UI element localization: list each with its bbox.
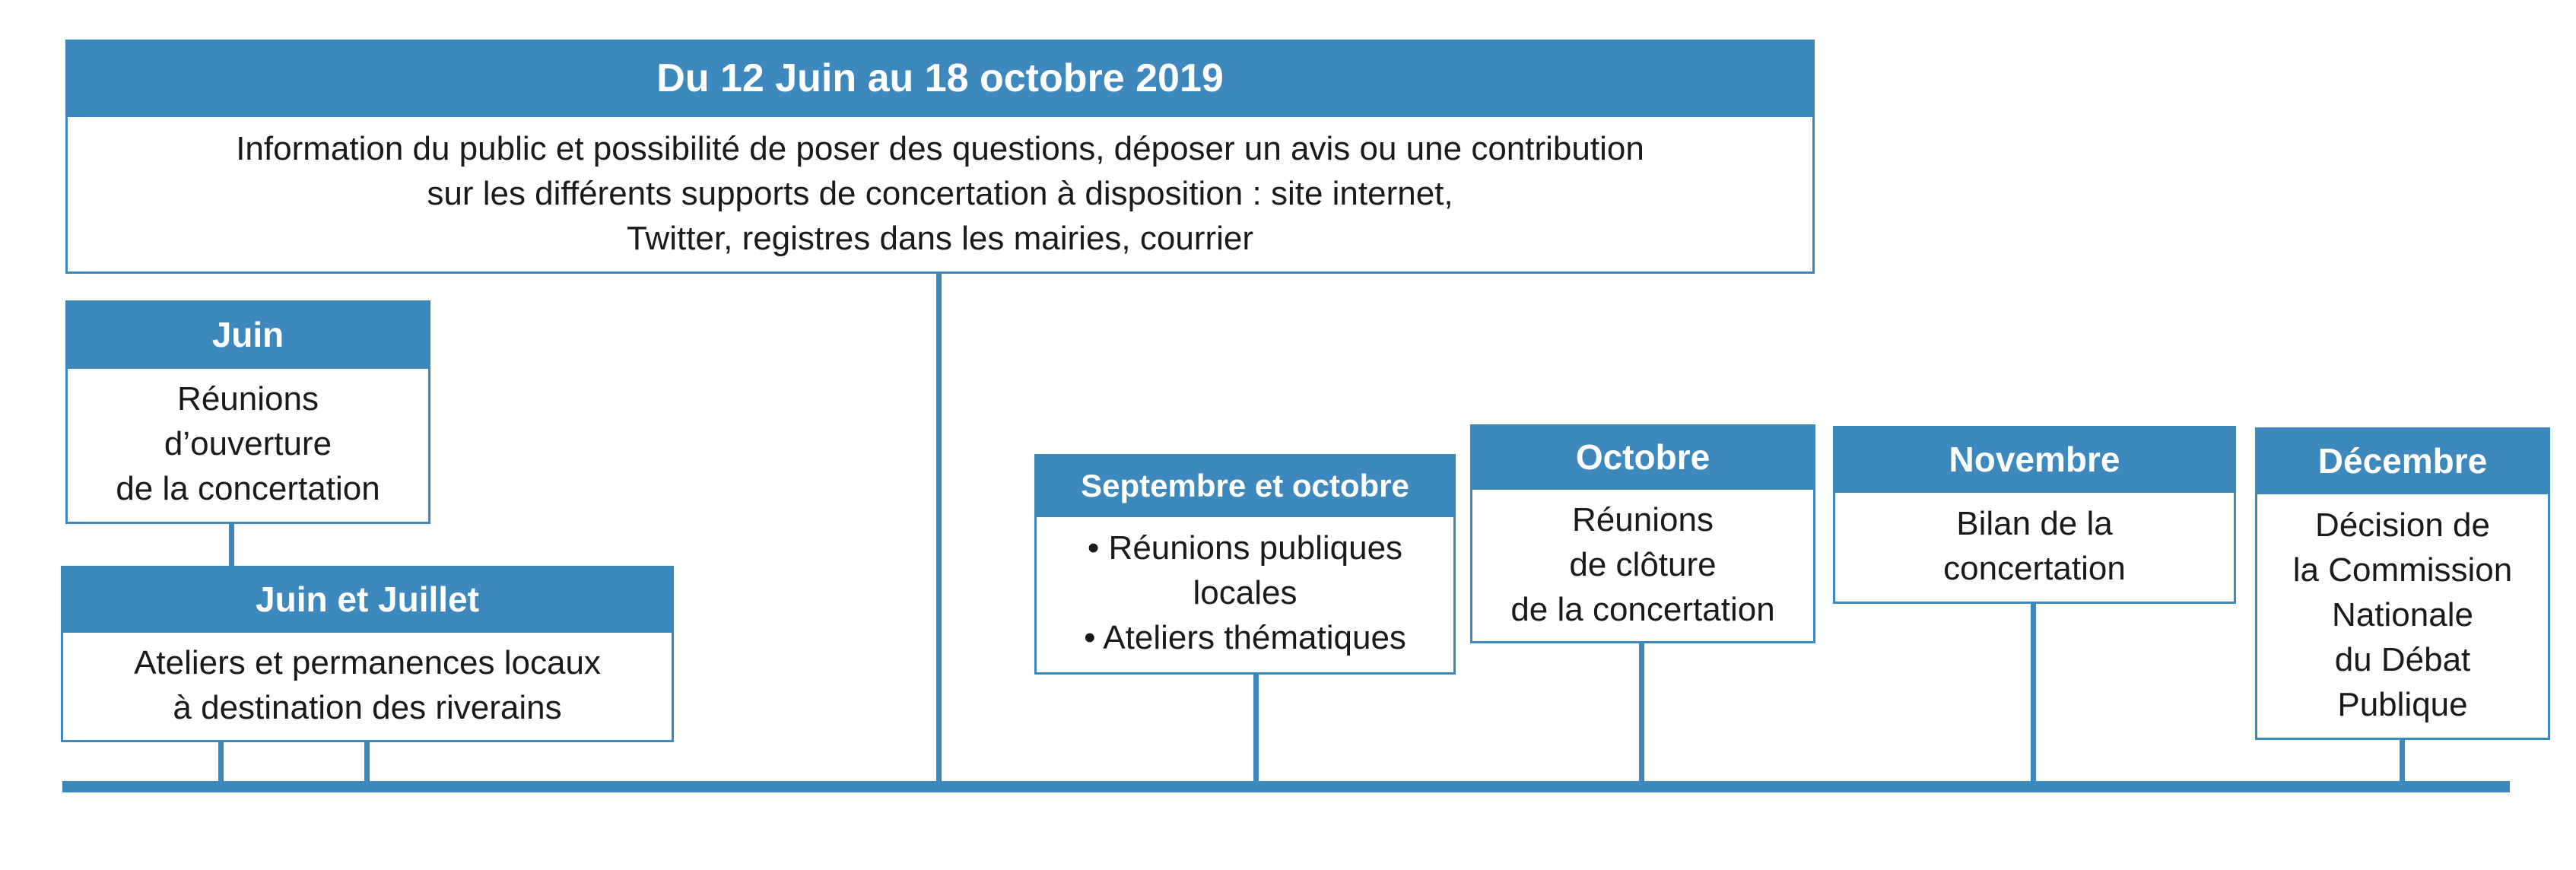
period-description <box>68 117 1812 269</box>
connector-juin-juillet-right <box>364 740 370 784</box>
event-header-decembre: Décembre <box>2255 427 2550 494</box>
event-body-juin <box>68 369 428 518</box>
event-line: Réunions <box>177 379 319 418</box>
event-header-juin-juillet: Juin et Juillet <box>61 566 674 633</box>
event-line: Publique <box>2337 686 2468 723</box>
period-description-line: sur les différents supports de concertation à disposition : site internet, <box>427 174 1453 212</box>
event-body-sept-oct <box>1037 517 1453 668</box>
event-box-sept-oct <box>1034 454 1456 675</box>
event-box-juin <box>65 300 430 524</box>
connector-juin <box>229 523 234 567</box>
event-line: d’ouverture <box>164 424 332 462</box>
event-body-decembre <box>2257 494 2548 735</box>
event-line: • Réunions publiques <box>1087 529 1403 567</box>
event-line: concertation <box>1943 550 2126 587</box>
event-body-juin-juillet <box>63 633 672 738</box>
event-header-sept-oct: Septembre et octobre <box>1034 454 1456 517</box>
event-header-novembre: Novembre <box>1833 426 2236 493</box>
connector-sept-oct <box>1253 672 1259 784</box>
event-line: de la concertation <box>116 469 380 507</box>
connector-intro <box>936 271 942 784</box>
event-body-octobre <box>1472 490 1813 639</box>
event-line: • Ateliers thématiques <box>1084 618 1406 656</box>
event-header-juin: Juin <box>65 300 430 369</box>
event-line: Ateliers et permanences locaux <box>134 644 601 681</box>
event-line: de la concertation <box>1510 590 1775 628</box>
event-line: de clôture <box>1569 545 1717 583</box>
connector-octobre <box>1639 642 1644 784</box>
connector-juin-juillet-left <box>218 740 224 784</box>
timeline-axis <box>62 781 2510 792</box>
event-box-novembre <box>1833 426 2236 604</box>
event-box-juin-juillet <box>61 566 674 742</box>
connector-decembre <box>2400 738 2405 784</box>
event-line: Bilan de la <box>1956 505 2113 542</box>
period-description-line: Twitter, registres dans les mairies, courrier <box>626 219 1254 257</box>
event-box-decembre <box>2255 427 2550 740</box>
event-box-octobre <box>1470 424 1815 643</box>
event-line: à destination des riverains <box>173 689 562 726</box>
connector-novembre <box>2031 602 2036 784</box>
event-body-novembre <box>1835 493 2234 599</box>
event-line: la Commission <box>2292 551 2513 589</box>
event-line: Décision de <box>2315 506 2490 544</box>
event-line: Nationale <box>2332 596 2473 633</box>
event-line: Réunions <box>1572 500 1714 538</box>
event-line: locales <box>1193 573 1298 611</box>
period-title: Du 12 Juin au 18 octobre 2019 <box>65 40 1815 117</box>
event-header-octobre: Octobre <box>1470 424 1815 490</box>
period-box <box>65 40 1815 274</box>
period-description-line: Information du public et possibilité de poser des questions, déposer un avis ou une contribution <box>236 129 1644 167</box>
event-line: du Débat <box>2334 641 2471 678</box>
